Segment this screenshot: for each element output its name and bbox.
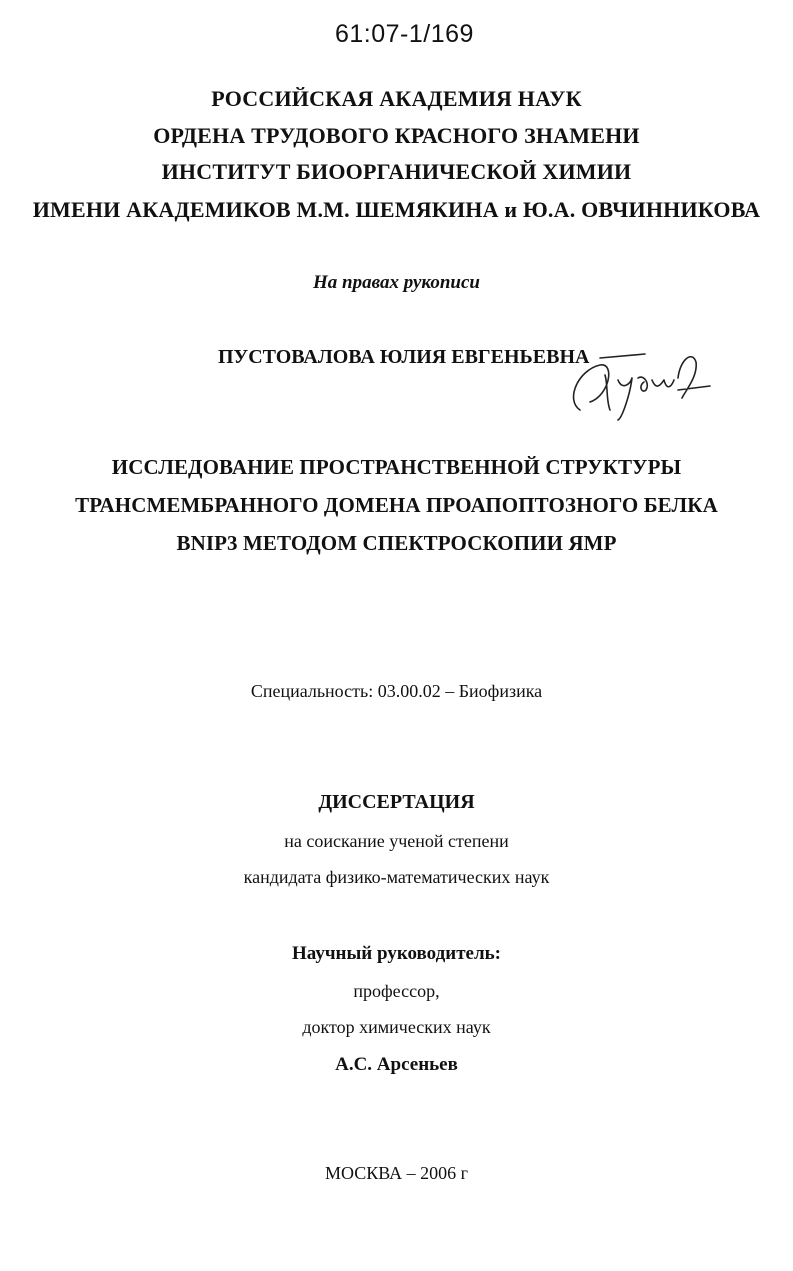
degree-purpose: на соискание ученой степени <box>284 831 509 851</box>
thesis-title-line-2: ТРАНСМЕМБРАННОГО ДОМЕНА ПРОАПОПТОЗНОГО БЕЛКА <box>75 493 718 517</box>
thesis-title-line-3: BNIP3 МЕТОДОМ СПЕКТРОСКОПИИ ЯМР <box>176 531 617 555</box>
manuscript-note: На правах рукописи <box>313 272 480 293</box>
institution-line-4: ИМЕНИ АКАДЕМИКОВ М.М. ШЕМЯКИНА и Ю.А. ОВЧИННИКОВА <box>32 197 761 222</box>
supervisor-heading: Научный руководитель: <box>292 943 501 964</box>
supervisor-rank: профессор, <box>353 981 440 1001</box>
archive-code: 61:07-1/169 <box>335 20 474 48</box>
institution-line-3: ИНСТИТУТ БИООРГАНИЧЕСКОЙ ХИМИИ <box>161 159 632 184</box>
handwritten-signature <box>560 340 720 430</box>
dissertation-heading: ДИССЕРТАЦИЯ <box>318 791 475 813</box>
place-year: МОСКВА – 2006 г <box>325 1163 468 1183</box>
author-name: ПУСТОВАЛОВА ЮЛИЯ ЕВГЕНЬЕВНА <box>218 346 590 368</box>
supervisor-name: А.С. Арсеньев <box>335 1054 458 1075</box>
specialty: Специальность: 03.00.02 – Биофизика <box>250 681 543 701</box>
thesis-title-line-1: ИССЛЕДОВАНИЕ ПРОСТРАНСТВЕННОЙ СТРУКТУРЫ <box>111 455 682 479</box>
institution-line-1: РОССИЙСКАЯ АКАДЕМИЯ НАУК <box>211 86 582 111</box>
institution-line-2: ОРДЕНА ТРУДОВОГО КРАСНОГО ЗНАМЕНИ <box>153 123 640 148</box>
degree-name: кандидата физико-математических наук <box>243 867 550 887</box>
supervisor-degree: доктор химических наук <box>302 1017 491 1037</box>
